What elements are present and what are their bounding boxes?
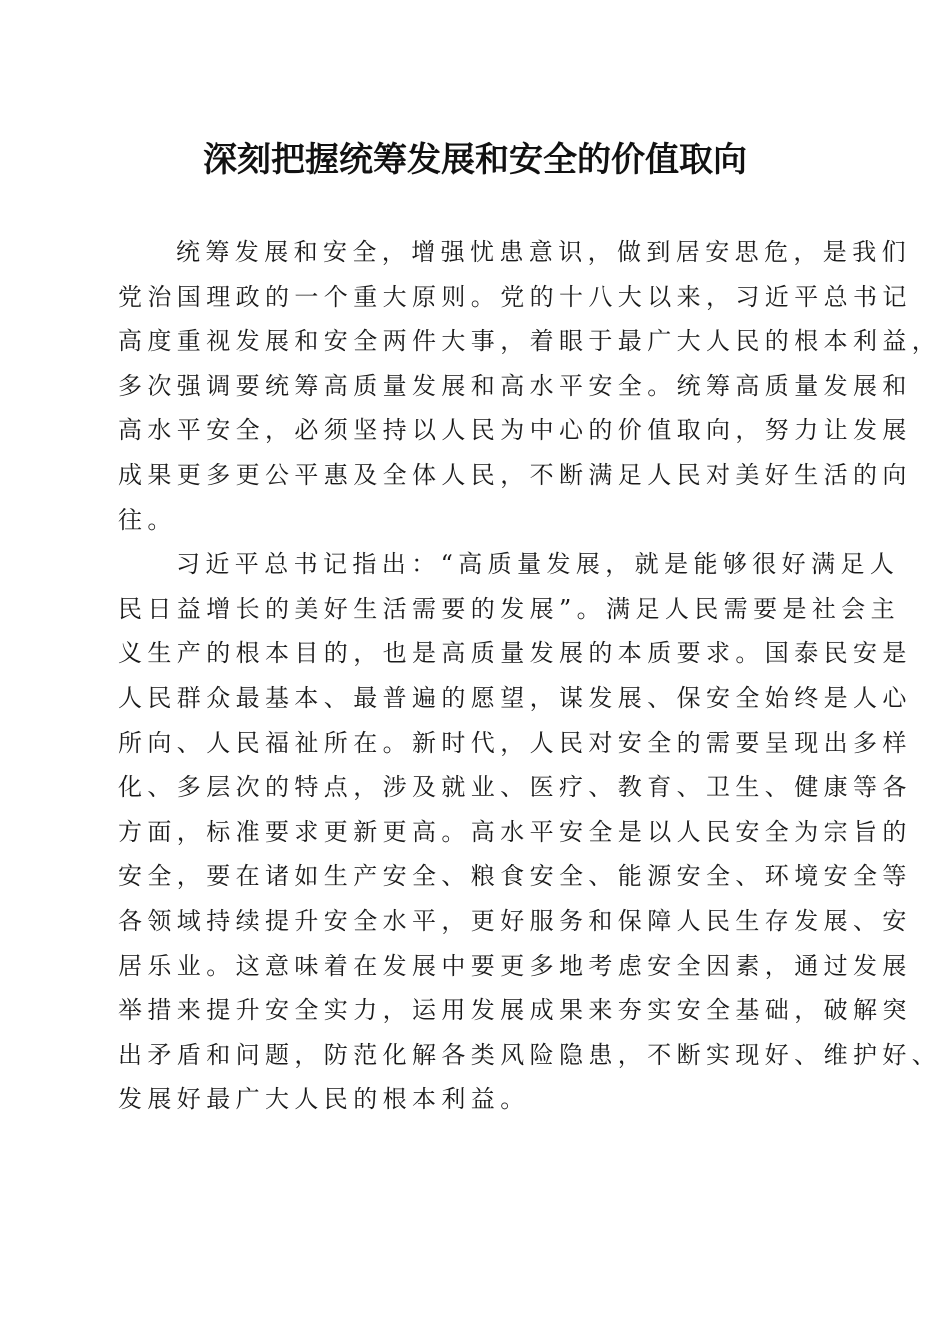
paragraph-line: 安全，要在诸如生产安全、粮食安全、能源安全、环境安全等: [118, 862, 912, 891]
document-title: 深刻把握统筹发展和安全的价值取向: [203, 140, 747, 180]
paragraph-1: [118, 230, 942, 542]
paragraph-line: 多次强调要统筹高质量发展和高水平安全。统筹高质量发展和: [118, 371, 912, 400]
paragraph-line: 方面，标准要求更新更高。高水平安全是以人民安全为宗旨的: [118, 817, 912, 846]
document-body: [118, 230, 942, 1122]
paragraph-line: 化、多层次的特点，涉及就业、医疗、教育、卫生、健康等各: [118, 773, 912, 802]
paragraph-line: 民日益增长的美好生活需要的发展”。满足人民需要是社会主: [118, 594, 901, 623]
paragraph-2: [118, 542, 942, 1122]
paragraph-line: 往。: [118, 505, 177, 534]
paragraph-line: 统筹发展和安全，增强忧患意识，做到居安思危，是我们: [176, 238, 911, 266]
paragraph-line: 举措来提升安全实力，运用发展成果来夯实安全基础，破解突: [118, 996, 912, 1025]
paragraph-line: 高度重视发展和安全两件大事，着眼于最广大人民的根本利益，: [118, 327, 942, 356]
paragraph-line: 成果更多更公平惠及全体人民，不断满足人民对美好生活的向: [118, 460, 912, 489]
paragraph-line: 居乐业。这意味着在发展中要更多地考虑安全因素，通过发展: [118, 951, 912, 980]
paragraph-line: 党治国理政的一个重大原则。党的十八大以来，习近平总书记: [118, 282, 912, 311]
paragraph-line: 人民群众最基本、最普遍的愿望，谋发展、保安全始终是人心: [118, 683, 912, 712]
paragraph-line: 发展好最广大人民的根本利益。: [118, 1085, 530, 1114]
paragraph-line: 所向、人民福祉所在。新时代，人民对安全的需要呈现出多样: [118, 728, 912, 757]
paragraph-line: 义生产的根本目的，也是高质量发展的本质要求。国泰民安是: [118, 639, 912, 668]
paragraph-line: 习近平总书记指出：“高质量发展，就是能够很好满足人: [176, 550, 900, 579]
paragraph-line: 各领域持续提升安全水平，更好服务和保障人民生存发展、安: [118, 906, 912, 935]
paragraph-line: 高水平安全，必须坚持以人民为中心的价值取向，努力让发展: [118, 416, 912, 445]
paragraph-line: 出矛盾和问题，防范化解各类风险隐患，不断实现好、维护好、: [118, 1040, 942, 1069]
